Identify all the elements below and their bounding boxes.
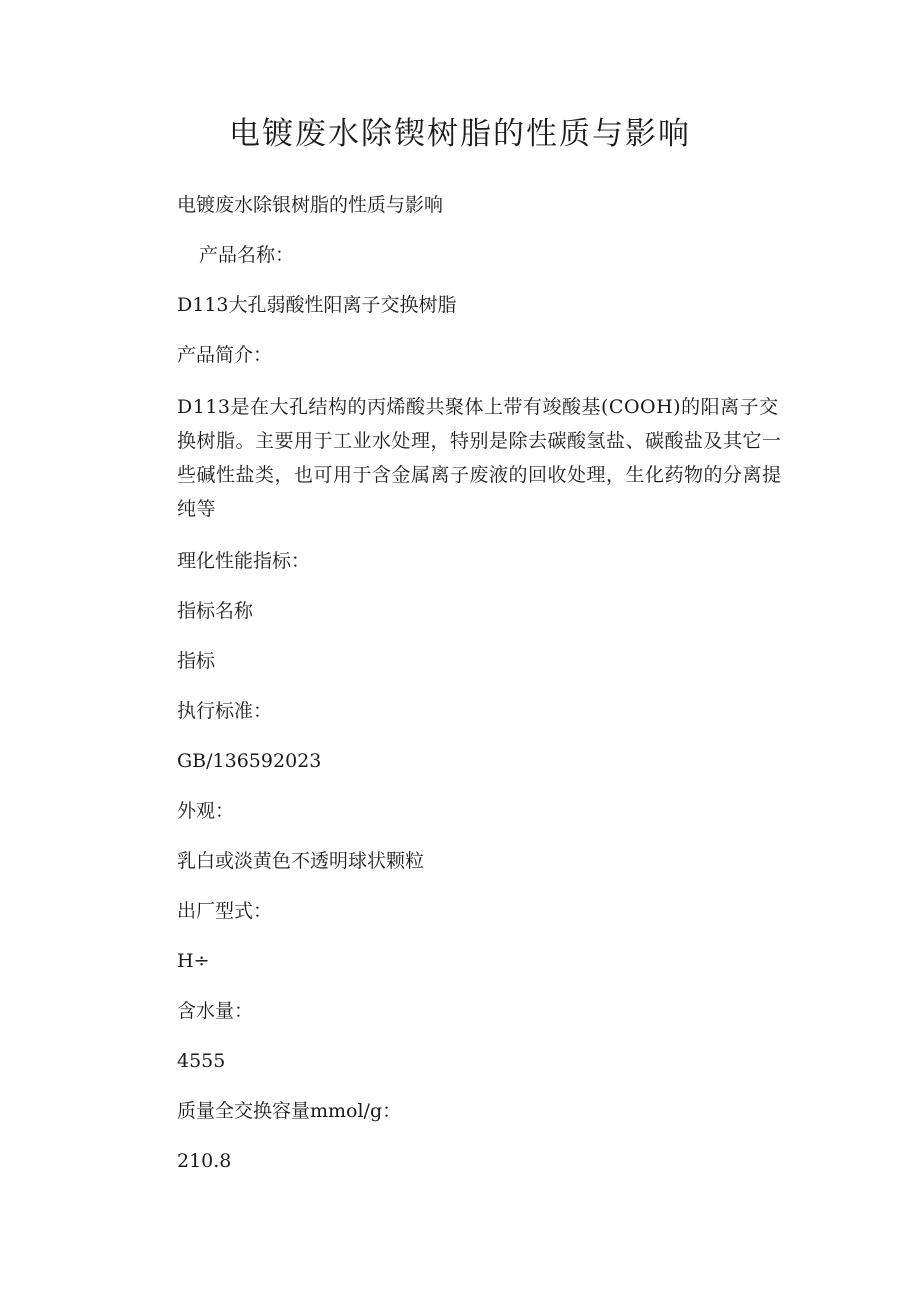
spec-name-header: 指标名称 [177, 600, 254, 622]
appearance-label: 外观： [177, 800, 235, 822]
product-name-value: D113大孔弱酸性阳离子交换树脂 [177, 294, 457, 316]
appearance-value: 乳白或淡黄色不透明球状颗粒 [177, 850, 425, 872]
subtitle-line: 电镀废水除银树脂的性质与影响 [177, 194, 444, 216]
specs-heading: 理化性能指标： [177, 550, 311, 572]
product-intro-label: 产品简介： [177, 344, 273, 366]
spec-value-header: 指标 [177, 650, 216, 672]
water-content-label: 含水量： [177, 1000, 254, 1022]
product-name-label: 产品名称： [199, 244, 295, 266]
water-content-value: 4555 [177, 1050, 226, 1072]
exchange-capacity-label: 质量全交换容量mmol/g： [177, 1100, 402, 1122]
exchange-capacity-value: 210.8 [177, 1150, 232, 1172]
delivery-form-value: H÷ [177, 950, 210, 972]
standard-value: GB/136592023 [177, 750, 322, 772]
standard-label: 执行标准： [177, 700, 273, 722]
document-body [177, 190, 789, 1196]
delivery-form-label: 出厂型式： [177, 900, 273, 922]
product-intro-paragraph: D113是在大孔结构的丙烯酸共聚体上带有竣酸基(COOH)的阳离子交换树脂。主要用于工业水处理，特别是除去碳酸氢盐、碳酸盐及其它一些碱性盐类，也可用于含金属离子废液的回收处理，生化药物的分离提纯等 [177, 396, 782, 520]
document-title: 电镀废水除锲树脂的性质与影响 [229, 116, 691, 152]
